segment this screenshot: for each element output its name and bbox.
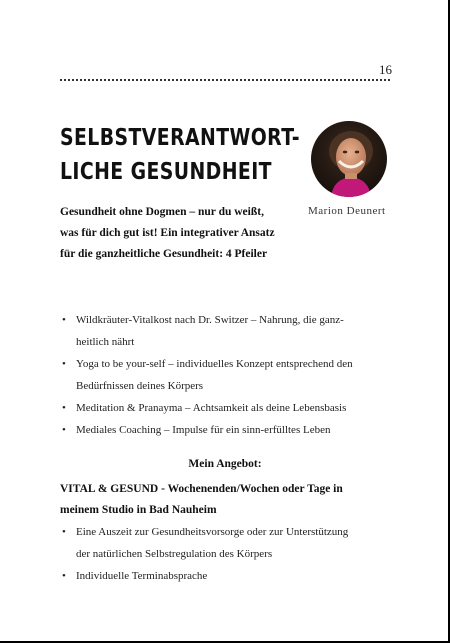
offer-subtitle-line: VITAL & GESUND - Wochenenden/Wochen oder Tage in xyxy=(60,483,343,495)
pillars-list xyxy=(60,309,400,441)
list-item xyxy=(60,397,400,419)
list-item-line: der natürlichen Selbstregulation des Körpers xyxy=(76,548,273,560)
subtitle-line: was für dich gut ist! Ein integrativer Ansatz xyxy=(60,227,275,239)
offer-subtitle-line: meinem Studio in Bad Nauheim xyxy=(60,504,217,516)
page-title-line: LICHE GESUNDHEIT xyxy=(60,159,272,185)
page-number: 16 xyxy=(379,62,392,77)
list-item-line: • Yoga to be your-self – individuelles Konzept entsprechend den xyxy=(76,358,353,370)
list-item-line: • Meditation & Pranayma – Achtsamkeit als deine Lebensbasis xyxy=(76,402,347,414)
author-avatar xyxy=(311,121,387,197)
list-item xyxy=(60,419,400,441)
intro-subtitle xyxy=(60,202,310,265)
offer-heading: Mein Angebot: xyxy=(188,458,262,470)
list-item-line: • Individuelle Terminabsprache xyxy=(76,570,208,582)
list-item-line: • Wildkräuter-Vitalkost nach Dr. Switzer – Nahrung, die ganz- xyxy=(76,314,344,326)
offer-subtitle xyxy=(60,479,400,521)
offer-list xyxy=(60,521,400,587)
subtitle-line: Gesundheit ohne Dogmen – nur du weißt, xyxy=(60,206,264,218)
list-item xyxy=(60,565,400,587)
list-item-line: Bedürfnissen deines Körpers xyxy=(76,380,204,392)
list-item-line: • Mediales Coaching – Impulse für ein sinn-erfülltes Leben xyxy=(76,424,331,436)
page-title xyxy=(60,121,300,189)
subtitle-line: für die ganzheitliche Gesundheit: 4 Pfeiler xyxy=(60,248,268,260)
author-name: Marion Deunert xyxy=(308,205,386,217)
header-divider xyxy=(60,79,390,81)
portrait-image xyxy=(311,121,387,197)
list-item-line: • Eine Auszeit zur Gesundheitsvorsorge oder zur Unterstützung xyxy=(76,526,349,538)
list-item xyxy=(60,353,400,397)
list-item xyxy=(60,309,400,353)
list-item-line: heitlich nährt xyxy=(76,336,135,348)
page-title-line: SELBSTVERANTWORT- xyxy=(60,125,300,151)
list-item xyxy=(60,521,400,565)
